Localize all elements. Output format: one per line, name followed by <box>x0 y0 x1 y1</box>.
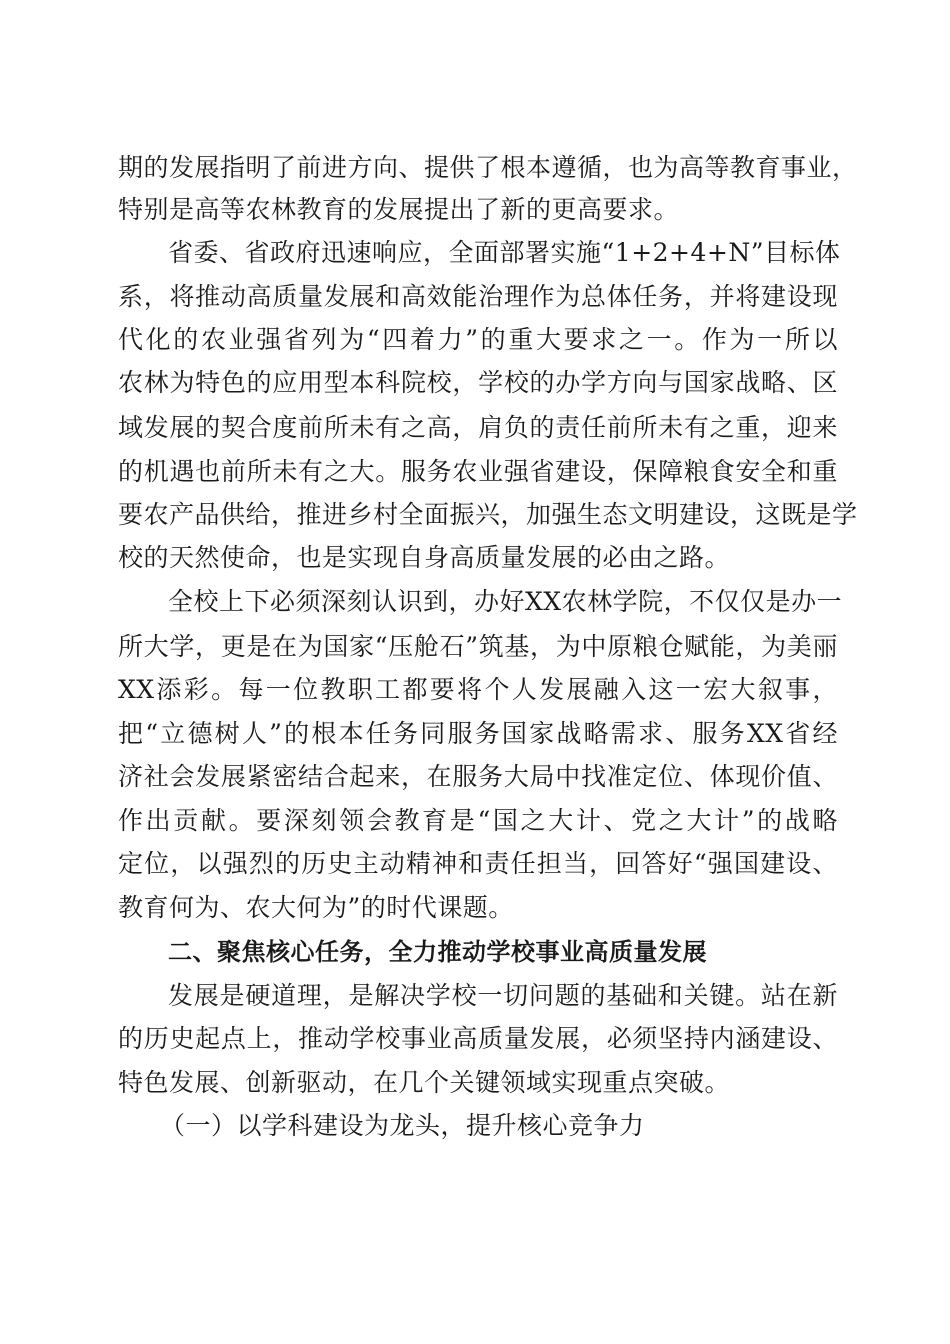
para2-line-1: 省委、省政府迅速响应，全面部署实施“1+2+4+N”目标体 <box>168 238 841 267</box>
para3-line-3: XX添彩。每一位教职工都要将个人发展融入这一宏大叙事， <box>118 675 838 704</box>
para3-line-6: 作出贡献。要深刻领会教育是“国之大计、党之大计”的战略 <box>118 806 838 835</box>
para2-line-5: 域发展的契合度前所未有之高，肩负的责任前所未有之重，迎来 <box>118 413 838 442</box>
section-heading: 二、聚焦核心任务，全力推动学校事业高质量发展 <box>168 938 707 966</box>
para3-line-4: 把“立德树人”的根本任务同服务国家战略需求、服务XX省经 <box>118 719 838 748</box>
para3-line-1: 全校上下必须深刻认识到，办好XX农林学院，不仅仅是办一 <box>168 587 843 616</box>
para3-line-5: 济社会发展紧密结合起来，在服务大局中找准定位、体现价值、 <box>118 762 838 791</box>
para2-line-6: 的机遇也前所未有之大。服务农业强省建设，保障粮食安全和重 <box>118 457 838 486</box>
para1-line-1: 期的发展指明了前进方向、提供了根本遵循，也为高等教育事业， <box>118 153 858 182</box>
para3-line-2: 所大学，更是在为国家“压舱石”筑基，为中原粮仓赋能，为美丽 <box>118 632 838 661</box>
para4-line-3: 特色发展、创新驱动，在几个关键领域实现重点突破。 <box>118 1068 731 1097</box>
para2-line-2: 系，将推动高质量发展和高效能治理作为总体任务，并将建设现 <box>118 282 838 311</box>
subsection-heading: （一）以学科建设为龙头，提升核心竞争力 <box>160 1111 645 1140</box>
para4-line-2: 的历史起点上，推动学校事业高质量发展，必须坚持内涵建设、 <box>118 1024 838 1053</box>
para2-line-8: 校的天然使命，也是实现自身高质量发展的必由之路。 <box>118 543 731 572</box>
para2-line-4: 农林为特色的应用型本科院校，学校的办学方向与国家战略、区 <box>118 368 838 397</box>
para4-line-1: 发展是硬道理，是解决学校一切问题的基础和关键。站在新 <box>168 981 838 1010</box>
para3-line-8: 教育何为、农大何为”的时代课题。 <box>118 893 514 922</box>
para1-line-2: 特别是高等农林教育的发展提出了新的更高要求。 <box>118 195 680 224</box>
para3-line-7: 定位，以强烈的历史主动精神和责任担当，回答好“强国建设、 <box>118 849 838 878</box>
para2-line-7: 要农产品供给，推进乡村全面振兴，加强生态文明建设，这既是学 <box>118 500 858 529</box>
para2-line-3: 代化的农业强省列为“四着力”的重大要求之一。作为一所以 <box>118 325 838 354</box>
